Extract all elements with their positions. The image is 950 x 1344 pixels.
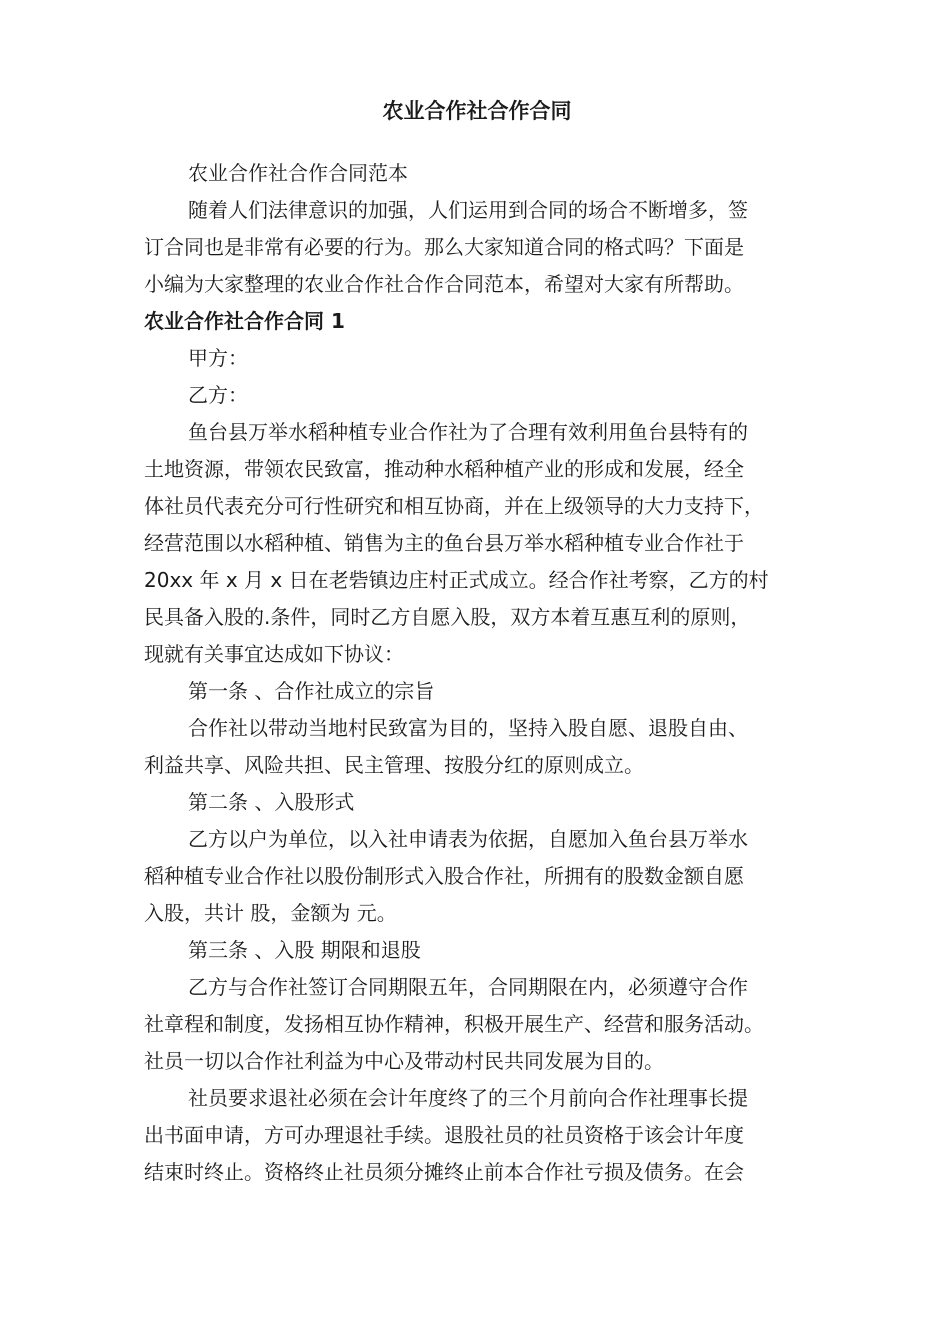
document-body <box>144 155 810 1191</box>
text-line: 体社员代表充分可行性研究和相互协商，并在上级领导的大力支持下， <box>144 494 764 518</box>
text-line: 结束时终止。资格终止社员须分摊终止前本合作社亏损及债务。在会 <box>144 1160 744 1184</box>
text-line: 第二条 、入股形式 <box>188 790 355 814</box>
text-line: 稻种植专业合作社以股份制形式入股合作社，所拥有的股数金额自愿 <box>144 864 744 888</box>
text-line: 民具备入股的.条件，同时乙方自愿入股，双方本着互惠互利的原则， <box>144 605 751 629</box>
text-line: 社员一切以合作社利益为中心及带动村民共同发展为目的。 <box>144 1049 664 1073</box>
text-line: 经营范围以水稻种植、销售为主的鱼台县万举水稻种植专业合作社于 <box>144 531 744 555</box>
text-line: 利益共享、风险共担、民主管理、按股分红的原则成立。 <box>144 753 644 777</box>
text-line: 合作社以带动当地村民致富为目的，坚持入股自愿、退股自由、 <box>188 716 748 740</box>
text-line: 乙方： <box>188 383 248 407</box>
text-line: 现就有关事宜达成如下协议： <box>144 642 404 666</box>
text-line: 社员要求退社必须在会计年度终了的三个月前向合作社理事长提 <box>188 1086 748 1110</box>
text-line: 第三条 、入股 期限和退股 <box>188 938 421 962</box>
document-title: 农业合作社合作合同 <box>382 99 572 123</box>
text-line: 20xx 年 x 月 x 日在老砦镇边庄村正式成立。经合作社考察，乙方的村 <box>144 568 769 592</box>
section-heading: 农业合作社合作合同 1 <box>144 309 345 333</box>
text-line: 订合同也是非常有必要的行为。那么大家知道合同的格式吗？下面是 <box>144 235 744 259</box>
text-line: 随着人们法律意识的加强，人们运用到合同的场合不断增多，签 <box>188 198 748 222</box>
text-line: 农业合作社合作合同范本 <box>188 161 408 185</box>
text-line: 社章程和制度，发扬相互协作精神，积极开展生产、经营和服务活动。 <box>144 1012 764 1036</box>
text-line: 入股，共计 股，金额为 元。 <box>144 901 397 925</box>
text-line: 乙方与合作社签订合同期限五年，合同期限在内，必须遵守合作 <box>188 975 748 999</box>
text-line: 鱼台县万举水稻种植专业合作社为了合理有效利用鱼台县特有的 <box>188 420 748 444</box>
text-line: 第一条 、合作社成立的宗旨 <box>188 679 435 703</box>
text-line: 出书面申请，方可办理退社手续。退股社员的社员资格于该会计年度 <box>144 1123 744 1147</box>
text-line: 甲方： <box>188 346 248 370</box>
text-line: 乙方以户为单位，以入社申请表为依据，自愿加入鱼台县万举水 <box>188 827 748 851</box>
text-line: 小编为大家整理的农业合作社合作合同范本，希望对大家有所帮助。 <box>144 272 744 296</box>
text-line: 土地资源，带领农民致富，推动种水稻种植产业的形成和发展，经全 <box>144 457 744 481</box>
